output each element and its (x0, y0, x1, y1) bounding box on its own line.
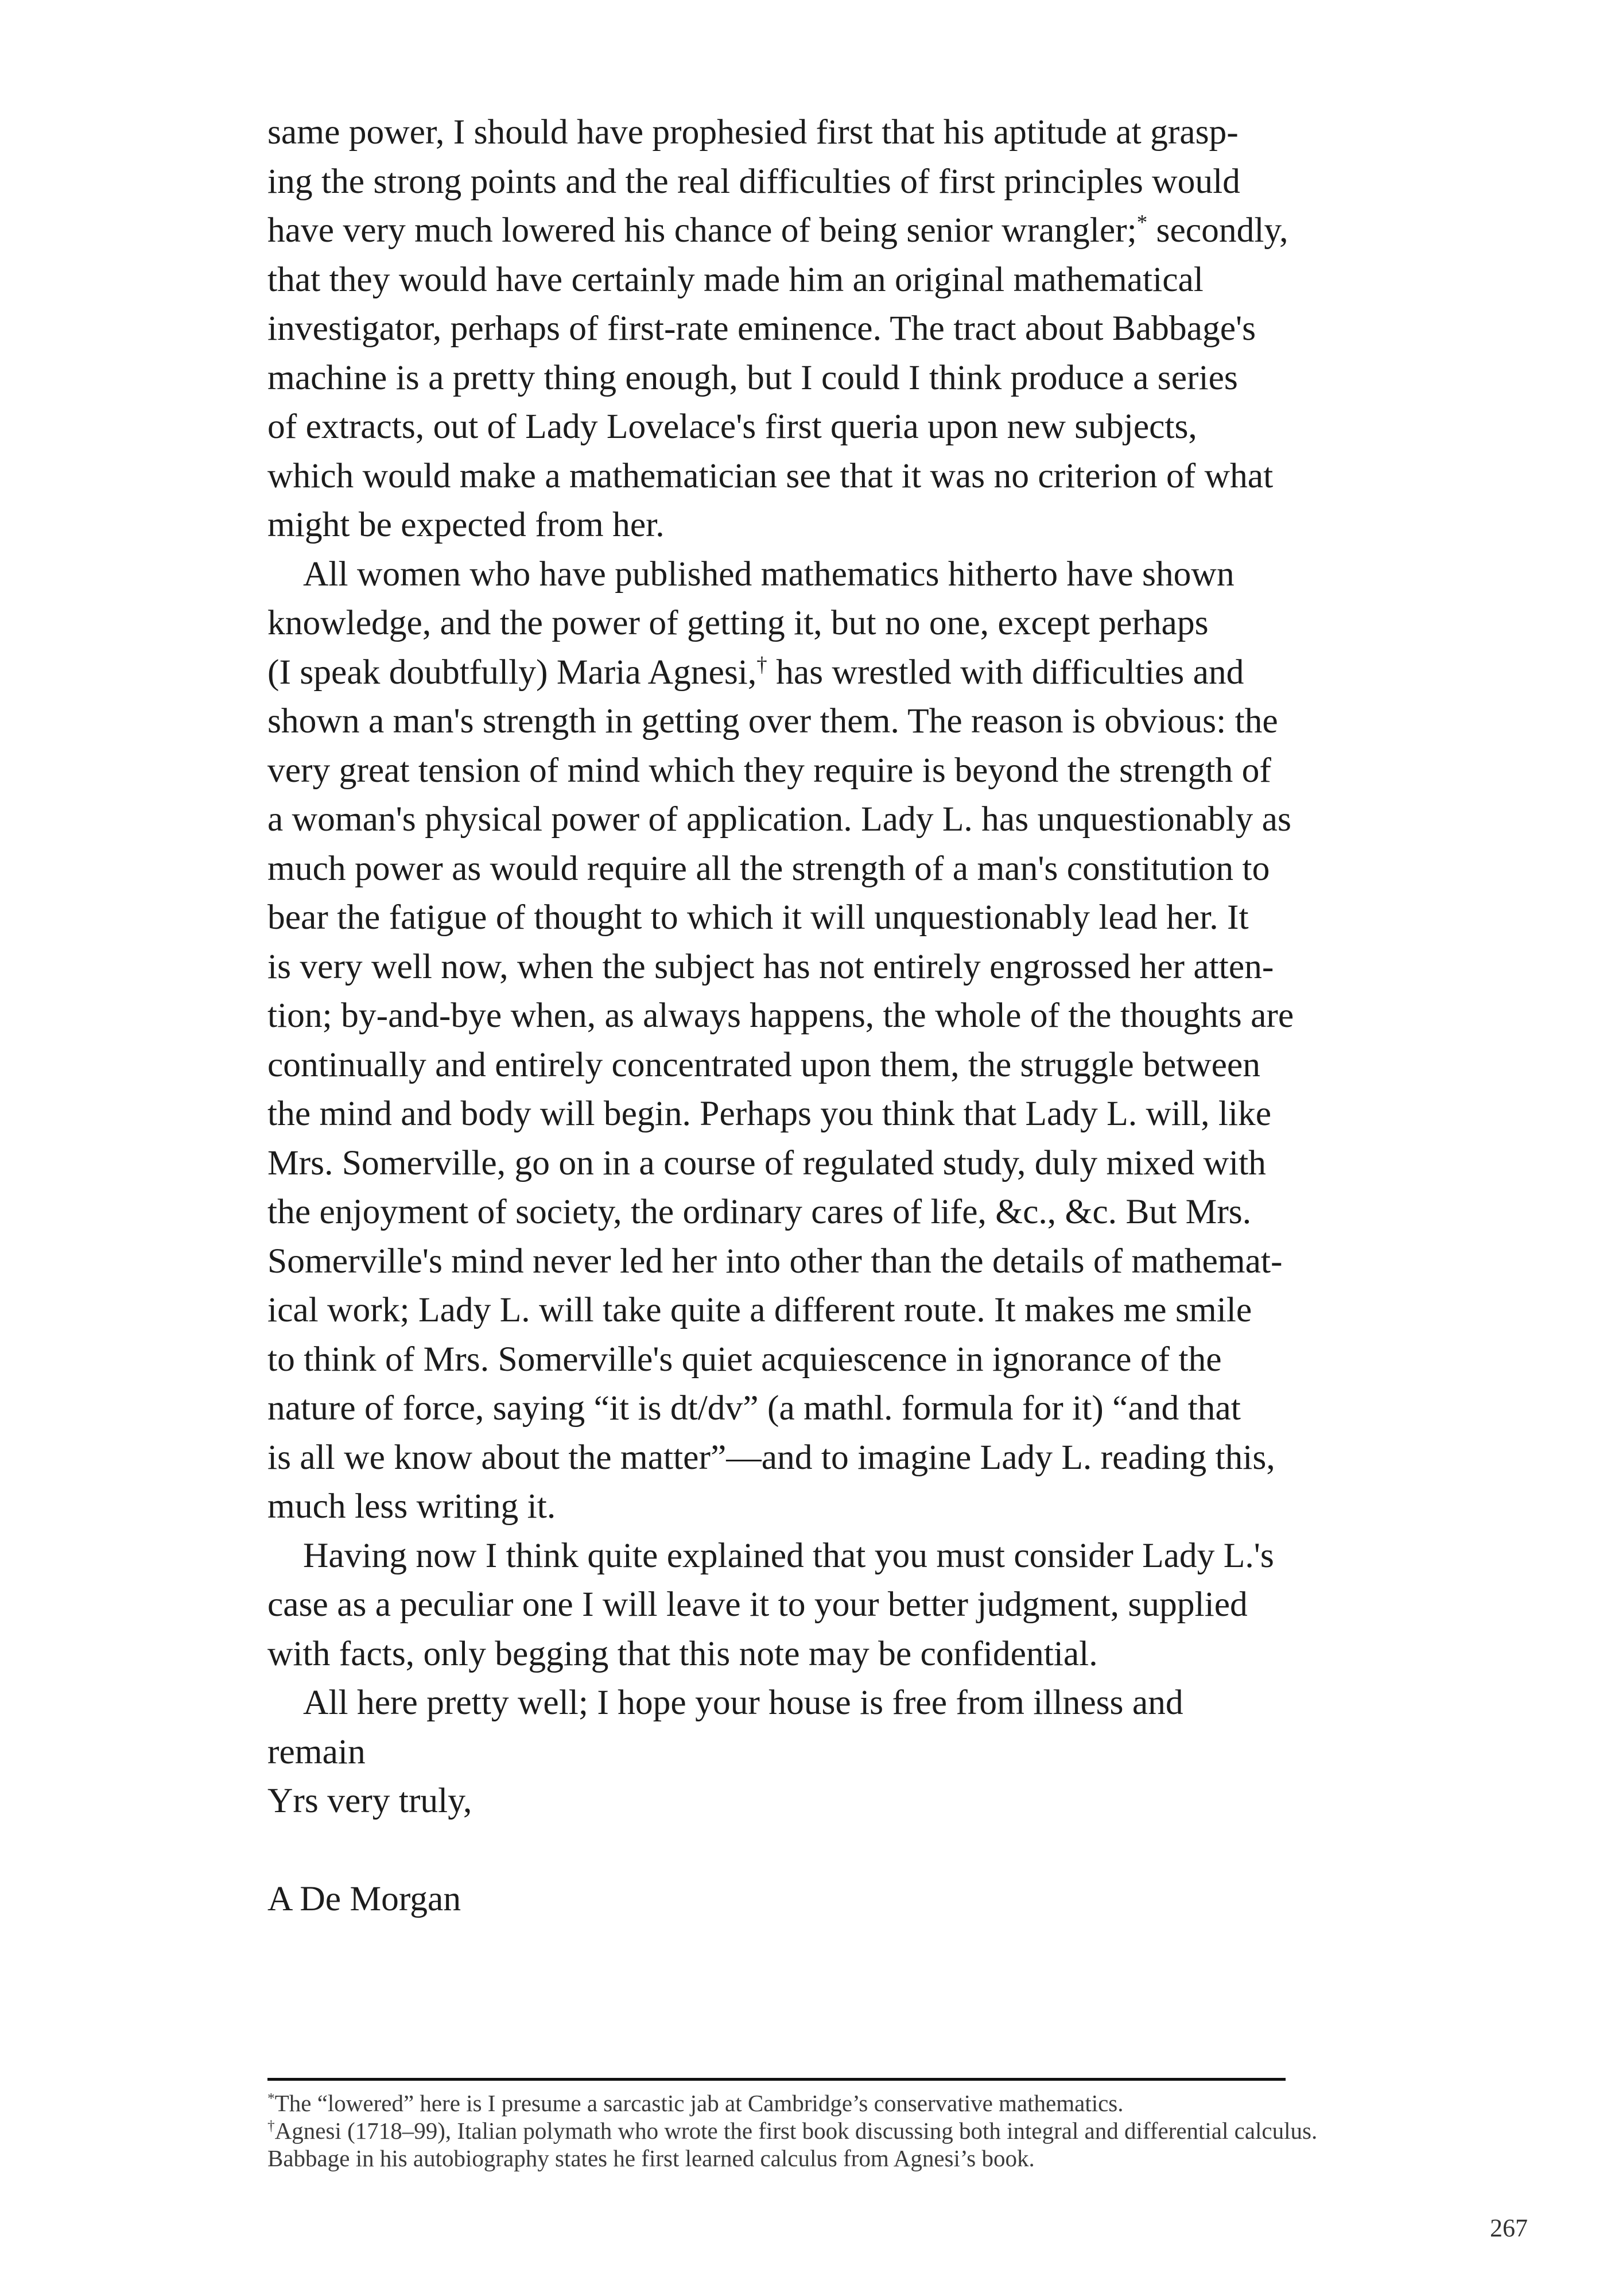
footnote-2-continuation: Babbage in his autobiography states he first learned calculus from Agnesi’s book. (267, 2145, 1035, 2171)
text-line: very great tension of mind which they require is beyond the strength of (267, 750, 1271, 790)
closing-line: Yrs very truly, (267, 1781, 472, 1820)
footnote-mark-asterisk: * (1136, 210, 1148, 234)
text-line: continually and entirely concentrated upon them, the struggle between (267, 1045, 1260, 1084)
text-line: much less writing it. (267, 1487, 556, 1526)
text-line: tion; by-and-bye when, as always happens, the whole of the thoughts are (267, 996, 1294, 1035)
footnote-mark-dagger: † (756, 652, 767, 676)
text-line: that they would have certainly made him an original mathematical (267, 259, 1204, 299)
footnote-1-mark: * (267, 2090, 275, 2107)
text-line: a woman's physical power of application. Lady L. has unquestionably as (267, 800, 1291, 839)
text-line: nature of force, saying “it is dt/dv” (a mathl. formula for it) “and that (267, 1389, 1241, 1428)
footnote-1-text: The “lowered” here is I presume a sarcastic jab at Cambridge’s conservative mathematics. (274, 2090, 1124, 2116)
text-line: which would make a mathematician see that it was no criterion of what (267, 456, 1274, 495)
text-line: the mind and body will begin. Perhaps you think that Lady L. will, like (267, 1094, 1272, 1133)
text-line: shown a man's strength in getting over them. The reason is obvious: the (267, 701, 1278, 740)
text-line-start: (I speak doubtfully) Maria Agnesi, (267, 652, 757, 692)
text-line: might be expected from her. (267, 505, 665, 544)
text-line (267, 648, 1467, 697)
text-line: bear the fatigue of thought to which it will unquestionably lead her. It (267, 898, 1249, 937)
text-line: Somerville's mind never led her into other than the details of mathemat- (267, 1241, 1283, 1281)
signature-line: A De Morgan (267, 1879, 461, 1918)
text-line: of extracts, out of Lady Lovelace's first queria upon new subjects, (267, 407, 1197, 446)
text-line-end: has wrestled with difficulties and (767, 652, 1244, 692)
footnotes (267, 2089, 1501, 2172)
text-line (267, 206, 1467, 255)
text-line: is all we know about the matter”—and to imagine Lady L. reading this, (267, 1437, 1275, 1477)
footnote-divider (267, 2078, 1286, 2081)
footnote-2 (267, 2117, 1501, 2144)
paragraph-start-line: All here pretty well; I hope your house is free from illness and (303, 1683, 1183, 1722)
footnote-2-mark: † (267, 2117, 275, 2134)
text-line: with facts, only begging that this note may be confidential. (267, 1634, 1098, 1673)
text-line: Mrs. Somerville, go on in a course of regulated study, duly mixed with (267, 1143, 1266, 1182)
text-line-start: have very much lowered his chance of being senior wrangler; (267, 211, 1137, 250)
footnote-1 (267, 2089, 1501, 2117)
paragraph-start-line: All women who have published mathematics hitherto have shown (303, 554, 1235, 594)
text-line: ical work; Lady L. will take quite a different route. It makes me smile (267, 1290, 1252, 1329)
footnote-2-text: Agnesi (1718–99), Italian polymath who wrote the first book discussing both integral and differential calculus. (274, 2117, 1318, 2144)
text-line: much power as would require all the strength of a man's constitution to (267, 848, 1270, 888)
text-line: machine is a pretty thing enough, but I could I think produce a series (267, 358, 1238, 397)
text-line: knowledge, and the power of getting it, but no one, except perhaps (267, 603, 1209, 642)
text-line: ing the strong points and the real difficulties of first principles would (267, 161, 1240, 201)
text-line: remain (267, 1732, 366, 1771)
text-line: same power, I should have prophesied first that his aptitude at grasp- (267, 113, 1239, 152)
text-line: to think of Mrs. Somerville's quiet acquiescence in ignorance of the (267, 1339, 1222, 1379)
text-line-end: secondly, (1147, 211, 1288, 250)
text-line: the enjoyment of society, the ordinary cares of life, &c., &c. But Mrs. (267, 1192, 1252, 1231)
page-number: 267 (1490, 2214, 1528, 2242)
blank-line (267, 1826, 1467, 1875)
text-line: is very well now, when the subject has not entirely engrossed her atten- (267, 947, 1274, 986)
letter-body (267, 108, 1467, 1924)
text-line: investigator, perhaps of first-rate eminence. The tract about Babbage's (267, 309, 1256, 348)
paragraph-start-line: Having now I think quite explained that you must consider Lady L.'s (303, 1535, 1274, 1575)
text-line: case as a peculiar one I will leave it to your better judgment, supplied (267, 1585, 1248, 1624)
